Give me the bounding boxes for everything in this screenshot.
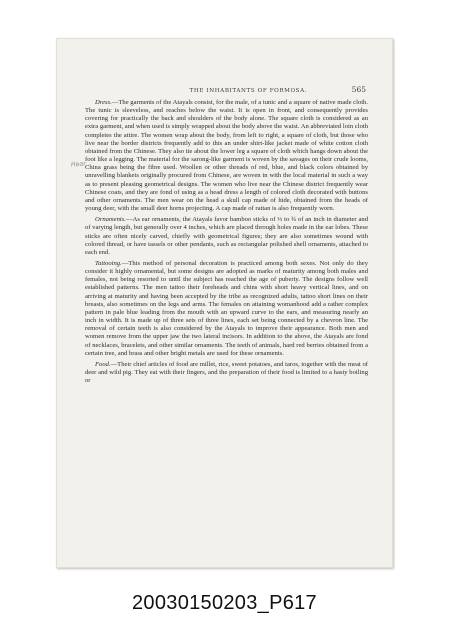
paragraph-text: —This method of personal decoration is practiced among both sexes. Not only do they consider it highly ornamental, but some designs are adopted as marks of maturity among both males and females, not being resorted to until the subject has reached the age of puberty. The designs follow well established patterns. The men tattoo their foreheads and chins with short heavy vertical lines, and on arriving at maturity and having been accepted by the tribe as recognized adults, tattoo short lines on their breasts, also sometimes on the legs and arms. The females on attaining womanhood add a rather complex pattern in pale blue leading from the mouth with an upward curve to the ears, and measuring nearly an inch in width. It is made up of three sets of three lines, each set being connected by a chevron line. The removal of certain teeth is also considered by the Atayals to improve their appearance. Both men and women remove from the upper jaw the two lateral incisors. In addition to the above, the Atayals are fond of necklaces, bracelets, and other similar ornaments. The teeth of animals, hard red berries obtained from a certain tree, and brass and other bright metals are used for these ornaments. xyxy=(85,259,368,357)
running-header xyxy=(85,85,366,94)
page-number: 565 xyxy=(351,85,366,94)
handwritten-margin-note: Hear xyxy=(70,160,87,169)
image-caption: 20030150203_P617 xyxy=(132,592,317,614)
paragraph-tattooing xyxy=(85,260,368,358)
paragraph-heading: Dress. xyxy=(95,99,112,106)
paragraph-heading: Ornaments. xyxy=(95,216,126,224)
header-title: THE INHABITANTS OF FORMOSA. xyxy=(189,88,308,94)
paragraph-ornaments xyxy=(85,216,368,257)
paragraph-text: —Their chief articles of food are millet, rice, sweet potatoes, and taros, together with the meat of deer and wild pig. They eat with their fingers, and the preparation of their food is limited to a hasty boiling or xyxy=(85,360,368,385)
book-page xyxy=(56,38,393,568)
paragraph-text: —As ear ornaments, the Atayals favor bamboo sticks of ⅓ to ¾ of an inch in diameter and of varying length, but generally over 4 inches, which are placed through holes made in the ear lobes. These sticks are often nicely carved, chiefly with geometrical figures; they are also sometimes wound with colored thread, or have tassels or other pendants, such as rectangular polished shell ornaments, attached to each end. xyxy=(85,216,368,256)
page-body xyxy=(85,99,368,388)
paragraph-heading: Tattooing. xyxy=(95,259,122,267)
paragraph-dress xyxy=(85,99,368,213)
paragraph-food xyxy=(85,361,368,385)
paragraph-heading: Food. xyxy=(95,360,111,368)
paragraph-text: —The garments of the Atayals consist, for the male, of a tunic and a square of native made cloth. The tunic is sleeveless, and reaches below the waist. It is open in front, and consequently provides covering for practically the back and shoulders of the body alone. The square cloth is considered as an extra garment, and when used is simply wrapped about the body above the waist. An abbreviated loin cloth completes the attire. The women wrap about the body, from left to right, a square of cloth, but those who live near the border districts frequently add to this an under shirt-like jacket made of white cotton cloth obtained from the Chinese. They also tie about the lower leg a square of cloth which hangs down about the foot like a legging. The material for the sarong-like garment is woven by the savages on their crude looms, China grass being the fibre used. Woollen or other threads of red, blue, and black colors obtained by unravelling blankets originally procured from Chinese, are woven in with the local material in such a way as to present pleasing geometrical designs. The women who live near the Chinese district frequently wear Chinese coats, and they are fond of using as a head dress a length of colored cloth decorated with buttons and other ornaments. The men wear on the head a skull cap made of hide, obtained from the heads of young deer, with the small deer horns projecting. A cap made of rattan is also frequently worn. xyxy=(85,99,368,213)
